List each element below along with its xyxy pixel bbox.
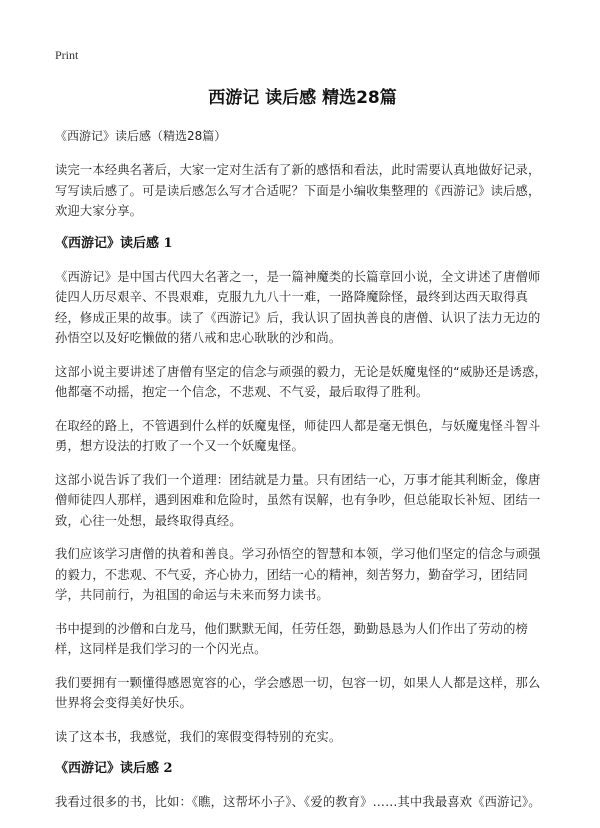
paragraph: 读了这本书，我感觉，我们的寒假变得特别的充实。	[55, 729, 342, 744]
paragraph: 在取经的路上，不管遇到什么样的妖魔鬼怪，师徒四人都是毫无惧色，与妖魔鬼怪斗智斗勇，想方设法的打败了一个又一个妖魔鬼怪。	[55, 418, 541, 453]
section-heading-2: 《西游记》读后感 2	[55, 761, 173, 776]
paragraph: 我们要拥有一颗懂得感恩宽容的心，学会感恩一切，包容一切，如果人人都是这样，那么世界将会变得美好快乐。	[55, 675, 541, 710]
paragraph: 《西游记》是中国古代四大名著之一，是一篇神魔类的长篇章回小说，全文讲述了唐僧师徒四人历尽艰辛、不畏艰难，克服九九八十一难，一路降魔除怪，最终到达西天取得真经，修成正果的故事。读了《西游记》后，我认识了固执善良的唐僧、认识了法力无边的孙悟空以及好吃懒做的猪八戒和忠心耿耿的沙和尚。	[55, 269, 541, 345]
paragraph: 书中提到的沙僧和白龙马，他们默默无闻，任劳任怨，勤勤恳恳为人们作出了劳动的榜样，这同样是我们学习的一个闪光点。	[55, 621, 528, 656]
section-heading-1: 《西游记》读后感 1	[55, 235, 173, 251]
paragraph: 这部小说告诉了我们一个道理：团结就是力量。只有团结一心，万事才能其利断金，像唐僧师徒四人那样，遇到困难和危险时，虽然有误解，也有争吵，但总能取长补短、团结一致，心往一处想，最终取得真经。	[55, 472, 541, 528]
print-link[interactable]: Print	[55, 48, 79, 62]
intro-paragraph: 读完一本经典名著后，大家一定对生活有了新的感悟和看法，此时需要认真地做好记录，写写读后感了。可是读后感怎么写才合适呢？下面是小编收集整理的《西游记》读后感，欢迎大家分享。	[55, 163, 541, 218]
page-title: 西游记 读后感 精选28篇	[208, 88, 397, 108]
subtitle: 《西游记》读后感（精选28篇）	[55, 129, 227, 143]
paragraph: 我们应该学习唐僧的执着和善良。学习孙悟空的智慧和本领，学习他们坚定的信念与顽强的毅力，不悲观、不气妥，齐心协力，团结一心的精神，刻苦努力，勤奋学习，团结同学，共同前行，为祖国的命运与未来而努力读书。	[55, 547, 541, 602]
paragraph: 这部小说主要讲述了唐僧有坚定的信念与顽强的毅力，无论是妖魔鬼怪的“威胁还是诱惑，他都毫不动摇，抱定一个信念，不悲观、不气妥，最后取得了胜利。	[55, 364, 547, 399]
paragraph: 我看过很多的书，比如：《瞧，这帮坏小子》、《爱的教育》……其中我最喜欢《西游记》。	[55, 795, 541, 809]
